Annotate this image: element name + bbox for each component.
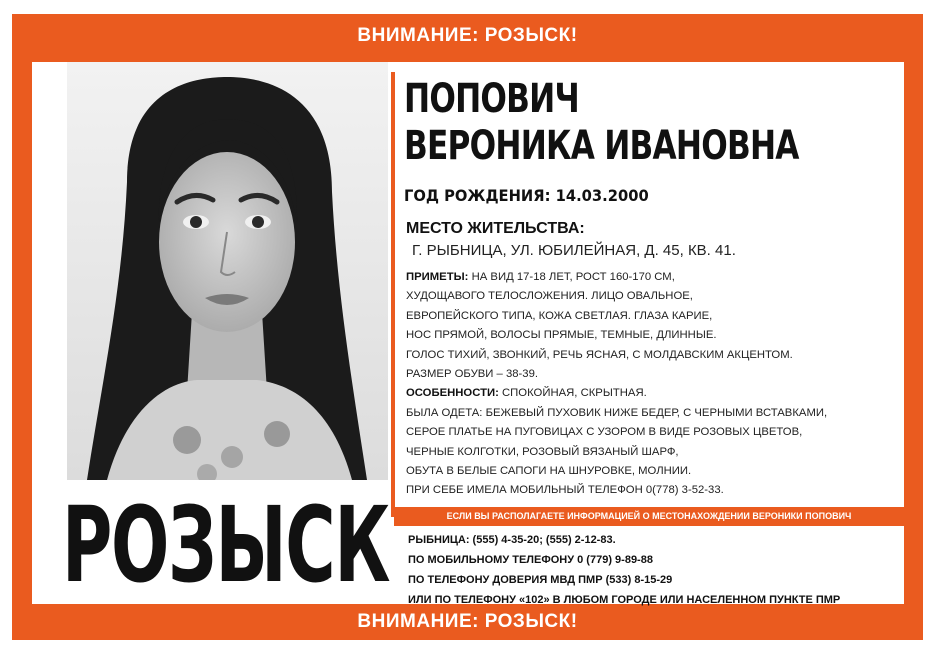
- features-line: ОБУТА В БЕЛЫЕ САПОГИ НА ШНУРОВКЕ, МОЛНИИ.: [406, 465, 692, 478]
- person-surname: ПОПОВИЧ: [404, 76, 579, 122]
- divider: [391, 72, 395, 517]
- contact-line: ПО ТЕЛЕФОНУ ДОВЕРИЯ МВД ПМР (533) 8-15-29: [408, 574, 673, 586]
- missing-person-photo: [67, 62, 388, 480]
- residence-value: Г. РЫБНИЦА, УЛ. ЮБИЛЕЙНАЯ, Д. 45, КВ. 41.: [412, 242, 736, 259]
- signs-line: РАЗМЕР ОБУВИ – 38-39.: [406, 368, 538, 381]
- residence-label: МЕСТО ЖИТЕЛЬСТВА:: [406, 220, 585, 237]
- features-line: СЕРОЕ ПЛАТЬЕ НА ПУГОВИЦАХ С УЗОРОМ В ВИДЕ РОЗОВЫХ ЦВЕТОВ,: [406, 426, 803, 439]
- date-of-birth: ГОД РОЖДЕНИЯ: 14.03.2000: [404, 186, 649, 205]
- contacts-block: [408, 530, 898, 610]
- signs-row: [406, 268, 896, 287]
- contact-line: ПО МОБИЛЬНОМУ ТЕЛЕФОНУ 0 (779) 9-89-88: [408, 554, 653, 566]
- signs-line: ЕВРОПЕЙСКОГО ТИПА, КОЖА СВЕТЛАЯ. ГЛАЗА КАРИЕ,: [406, 309, 713, 322]
- features-line: ПРИ СЕБЕ ИМЕЛА МОБИЛЬНЫЙ ТЕЛЕФОН 0(778) 3-52-33.: [406, 484, 724, 497]
- signs-line: НОС ПРЯМОЙ, ВОЛОСЫ ПРЯМЫЕ, ТЕМНЫЕ, ДЛИННЫЕ.: [406, 329, 717, 342]
- poster-body: [32, 62, 904, 604]
- contact-line: ИЛИ ПО ТЕЛЕФОНУ «102» В ЛЮБОМ ГОРОДЕ ИЛИ НАСЕЛЕННОМ ПУНКТЕ ПМР: [408, 594, 841, 606]
- person-given-names: ВЕРОНИКА ИВАНОВНА: [404, 123, 799, 169]
- poster-frame: [12, 14, 923, 640]
- signs-text: НА ВИД 17-18 ЛЕТ, РОСТ 160-170 СМ,: [471, 271, 675, 283]
- signs-label: ПРИМЕТЫ:: [406, 271, 469, 283]
- info-bar: ЕСЛИ ВЫ РАСПОЛАГАЕТЕ ИНФОРМАЦИЕЙ О МЕСТОНАХОЖДЕНИИ ВЕРОНИКИ ПОПОВИЧ: [394, 507, 904, 526]
- top-banner: ВНИМАНИЕ: РОЗЫСК!: [357, 25, 578, 46]
- features-line: БЫЛА ОДЕТА: БЕЖЕВЫЙ ПУХОВИК НИЖЕ БЕДЕР, С ЧЕРНЫМИ ВСТАВКАМИ,: [406, 406, 828, 419]
- bottom-banner: ВНИМАНИЕ: РОЗЫСК!: [357, 611, 578, 632]
- contact-line: РЫБНИЦА: (555) 4-35-20; (555) 2-12-83.: [408, 534, 616, 546]
- features-label: ОСОБЕННОСТИ:: [406, 387, 499, 400]
- wanted-headline: РОЗЫСК: [62, 484, 390, 606]
- features-text: СПОКОЙНАЯ, СКРЫТНАЯ.: [502, 387, 647, 400]
- features-line: ЧЕРНЫЕ КОЛГОТКИ, РОЗОВЫЙ ВЯЗАНЫЙ ШАРФ,: [406, 445, 679, 458]
- features-row: [406, 384, 896, 403]
- signs-line: ГОЛОС ТИХИЙ, ЗВОНКИЙ, РЕЧЬ ЯСНАЯ, С МОЛДАВСКИМ АКЦЕНТОМ.: [406, 348, 793, 361]
- description-block: [406, 268, 896, 501]
- signs-line: ХУДОЩАВОГО ТЕЛОСЛОЖЕНИЯ. ЛИЦО ОВАЛЬНОЕ,: [406, 290, 693, 303]
- person-name: [404, 76, 799, 170]
